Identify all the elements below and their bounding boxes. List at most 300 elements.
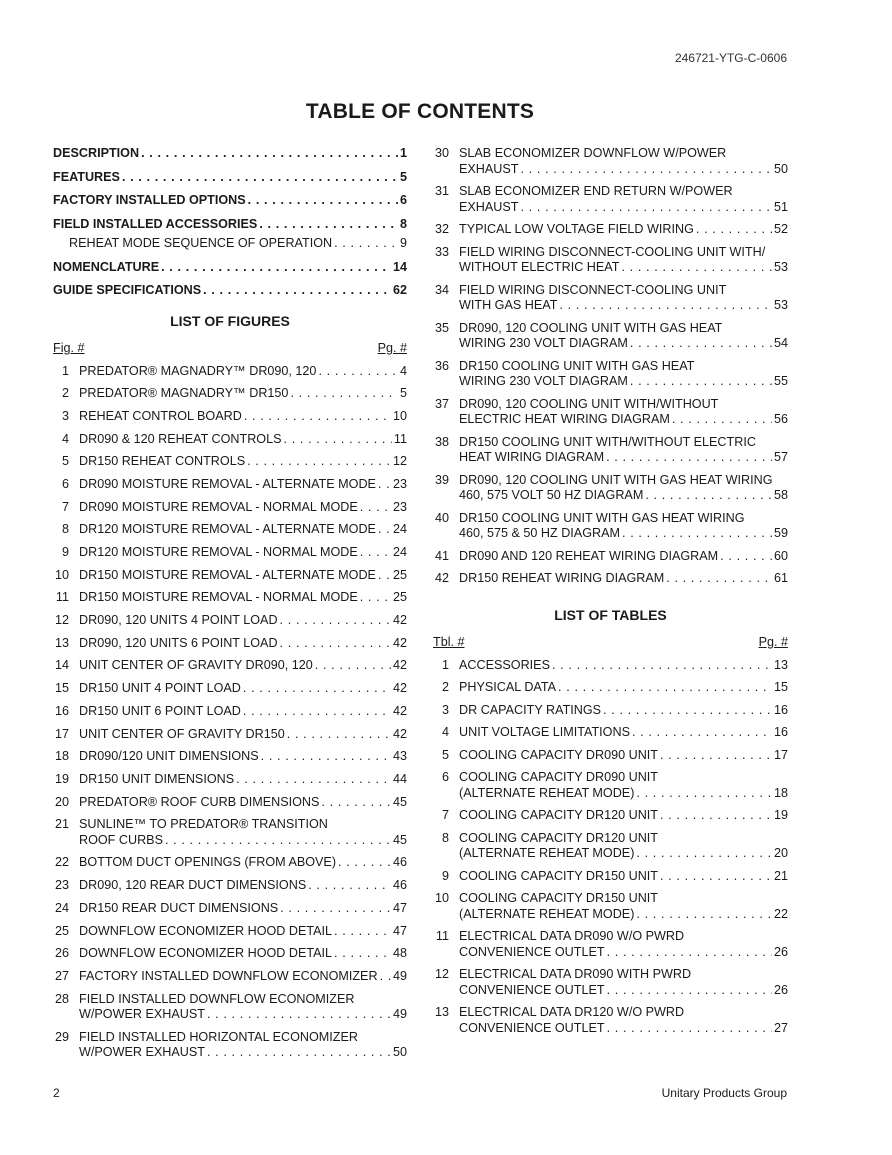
page-number: 17 xyxy=(773,747,788,762)
dot-leader xyxy=(520,200,772,216)
entry-last-line xyxy=(459,725,788,741)
entry-body xyxy=(69,946,407,962)
page-number: 55 xyxy=(773,374,788,388)
entry-number: 11 xyxy=(435,929,449,943)
page-number: 51 xyxy=(773,199,788,214)
entry-number: 40 xyxy=(434,510,449,525)
dot-leader xyxy=(660,808,772,824)
entry-last-line xyxy=(79,749,407,765)
dot-leader xyxy=(360,500,391,516)
entry-last-line xyxy=(459,526,788,542)
dot-leader xyxy=(280,901,391,917)
page-title: TABLE OF CONTENTS xyxy=(305,100,535,123)
figure-entry xyxy=(53,522,407,538)
entry-title: DR090, 120 UNITS 4 POINT LOAD xyxy=(79,613,278,628)
entry-body xyxy=(69,878,407,894)
entry-number: 31 xyxy=(434,184,449,198)
entry-title: FIELD INSTALLED ACCESSORIES xyxy=(53,216,258,231)
page-number: 59 xyxy=(773,526,788,540)
entry-number: 1 xyxy=(61,363,69,378)
entry-line: DR150 COOLING UNIT WITH/WITHOUT ELECTRIC xyxy=(459,434,756,449)
figure-entry xyxy=(53,901,407,917)
entry-number: 28 xyxy=(54,991,69,1006)
dot-leader xyxy=(645,488,772,504)
entry-number: 25 xyxy=(54,923,69,938)
tables-col-num: Tbl. # xyxy=(433,634,465,649)
entry-title: DOWNFLOW ECONOMIZER HOOD DETAIL xyxy=(79,923,333,938)
entry-body xyxy=(449,891,788,922)
entry-number: 33 xyxy=(434,244,449,259)
entry-title: UNIT VOLTAGE LIMITATIONS xyxy=(459,725,630,739)
entry-body xyxy=(449,511,788,542)
page-number: 62 xyxy=(392,283,407,297)
figure-entry xyxy=(433,359,788,390)
entry-last-line xyxy=(79,636,407,652)
page-number: 11 xyxy=(393,431,407,446)
entry-last-line xyxy=(79,901,407,917)
entry-title: DR150 MOISTURE REMOVAL - NORMAL MODE xyxy=(79,590,358,605)
entry-title: W/POWER EXHAUST xyxy=(79,1007,205,1022)
figure-entry xyxy=(53,946,407,962)
entry-body xyxy=(69,386,407,402)
entry-number: 19 xyxy=(54,771,69,786)
entry-last-line xyxy=(79,855,407,871)
table-entry xyxy=(433,967,788,998)
dot-leader xyxy=(666,571,772,587)
entry-title: DR090 MOISTURE REMOVAL - ALTERNATE MODE xyxy=(79,476,376,491)
dot-leader xyxy=(378,568,391,584)
footer-page-number: 2 xyxy=(53,1086,60,1100)
entry-title: (ALTERNATE REHEAT MODE) xyxy=(459,785,635,800)
dot-leader xyxy=(636,907,772,923)
entry-title: WITHOUT ELECTRIC HEAT xyxy=(459,260,620,274)
page-number: 4 xyxy=(399,363,407,378)
entry-last-line xyxy=(79,1045,407,1061)
entry-number: 18 xyxy=(54,749,69,764)
entry-body xyxy=(449,146,788,177)
tables-heading: LIST OF TABLES xyxy=(554,606,667,623)
dot-leader xyxy=(378,522,391,538)
figure-entry xyxy=(53,432,407,448)
figure-entry xyxy=(433,473,788,504)
entry-number: 2 xyxy=(441,680,449,694)
entry-number: 9 xyxy=(61,545,69,559)
dot-leader xyxy=(672,412,772,428)
entry-title: DR120 MOISTURE REMOVAL - ALTERNATE MODE xyxy=(79,522,376,537)
page-number: 50 xyxy=(773,161,788,176)
entry-body xyxy=(69,817,407,848)
entry-title: DR090/120 UNIT DIMENSIONS xyxy=(79,749,259,764)
page-number: 15 xyxy=(773,680,788,694)
page-number: 18 xyxy=(773,785,788,800)
entry-body xyxy=(69,454,407,470)
entry-last-line xyxy=(79,772,407,788)
table-entry xyxy=(433,725,788,741)
entry-last-line xyxy=(459,549,788,565)
entry-body xyxy=(69,568,407,584)
figure-entry xyxy=(433,511,788,542)
dot-leader xyxy=(636,786,772,802)
entry-last-line xyxy=(459,658,788,674)
entry-body xyxy=(449,1005,788,1036)
figure-entry xyxy=(53,704,407,720)
entry-last-line xyxy=(79,613,407,629)
dot-leader xyxy=(607,983,772,999)
page-number: 54 xyxy=(773,336,788,350)
figures-column-header xyxy=(53,341,407,355)
entry-number: 13 xyxy=(54,635,69,650)
page-number: 26 xyxy=(773,982,788,997)
page-number: 16 xyxy=(773,702,788,717)
dot-leader xyxy=(334,924,391,940)
entry-body xyxy=(449,658,788,674)
figure-entry xyxy=(53,613,407,629)
page-number: 53 xyxy=(773,260,788,274)
page-number: 42 xyxy=(392,635,407,650)
entry-last-line xyxy=(79,364,407,380)
entry-title: TYPICAL LOW VOLTAGE FIELD WIRING xyxy=(459,222,694,236)
page-number: 46 xyxy=(392,878,407,893)
entry-number: 4 xyxy=(61,431,69,446)
entry-title: EXHAUST xyxy=(459,199,519,214)
page-number: 26 xyxy=(773,944,788,959)
entry-line: FIELD INSTALLED DOWNFLOW ECONOMIZER xyxy=(79,991,355,1006)
entry-line: ELECTRICAL DATA DR090 W/O PWRD xyxy=(459,929,685,943)
entry-title: DR150 UNIT DIMENSIONS xyxy=(79,771,235,786)
entry-line: COOLING CAPACITY DR150 UNIT xyxy=(459,891,658,905)
toc-entry xyxy=(53,283,407,299)
figure-entry xyxy=(53,795,407,811)
figures-col-page: Pg. # xyxy=(377,340,407,355)
entry-body xyxy=(69,500,407,516)
entry-number: 5 xyxy=(441,747,449,762)
dot-leader xyxy=(308,878,391,894)
dot-leader xyxy=(334,946,391,962)
entry-title: DR150 REHEAT CONTROLS xyxy=(79,454,246,469)
page-number: 52 xyxy=(773,222,788,236)
entry-number: 30 xyxy=(434,146,449,160)
page-number: 57 xyxy=(773,450,788,464)
page-number: 43 xyxy=(392,749,407,764)
toc-entry xyxy=(53,236,407,252)
entry-body xyxy=(449,703,788,719)
entry-title: PREDATOR® MAGNADRY™ DR150 xyxy=(79,386,289,401)
figures-col-num: Fig. # xyxy=(53,340,85,355)
entry-number: 34 xyxy=(434,282,449,297)
entry-body xyxy=(69,924,407,940)
entry-last-line xyxy=(459,680,788,696)
entry-title: COOLING CAPACITY DR090 UNIT xyxy=(459,747,658,762)
page-number: 44 xyxy=(392,771,407,786)
dot-leader xyxy=(603,703,772,719)
dot-leader xyxy=(360,590,391,606)
entry-line: COOLING CAPACITY DR090 UNIT xyxy=(459,770,658,784)
tables-list xyxy=(433,658,788,1037)
entry-number: 12 xyxy=(434,967,449,981)
toc-entry xyxy=(53,170,407,186)
page-number: 58 xyxy=(773,488,788,502)
page-number: 14 xyxy=(392,259,407,274)
entry-number: 22 xyxy=(54,855,69,870)
figure-entry xyxy=(433,184,788,215)
dot-leader xyxy=(378,477,391,493)
figures-list-left xyxy=(53,364,407,1061)
entry-line: FIELD INSTALLED HORIZONTAL ECONOMIZER xyxy=(79,1029,358,1044)
dot-leader xyxy=(520,162,772,178)
entry-last-line xyxy=(459,374,788,390)
entry-title: DR090, 120 REAR DUCT DIMENSIONS xyxy=(79,878,307,893)
figures-list-right xyxy=(433,146,788,587)
entry-body xyxy=(449,549,788,565)
tables-col-page: Pg. # xyxy=(758,634,788,649)
entry-last-line xyxy=(79,833,407,849)
page-number: 60 xyxy=(773,548,788,563)
dot-leader xyxy=(338,855,391,871)
entry-body xyxy=(449,222,788,238)
entry-last-line xyxy=(459,748,788,764)
entry-title: DR090 & 120 REHEAT CONTROLS xyxy=(79,431,282,446)
entry-last-line xyxy=(79,522,407,538)
table-entry xyxy=(433,929,788,960)
page-number: 56 xyxy=(773,412,788,426)
entry-title: BOTTOM DUCT OPENINGS (FROM ABOVE) xyxy=(79,855,337,870)
entry-title: DR150 MOISTURE REMOVAL - ALTERNATE MODE xyxy=(79,567,376,582)
entry-body xyxy=(69,795,407,811)
entry-body xyxy=(69,704,407,720)
entry-number: 8 xyxy=(61,522,69,537)
entry-last-line xyxy=(459,162,788,178)
page-number: 53 xyxy=(773,298,788,312)
dot-leader xyxy=(360,545,391,561)
entry-last-line xyxy=(79,727,407,743)
figure-entry xyxy=(433,435,788,466)
entry-body xyxy=(449,245,788,276)
entry-last-line xyxy=(459,1021,788,1037)
entry-body xyxy=(69,681,407,697)
figure-entry xyxy=(433,146,788,177)
dot-leader xyxy=(247,454,391,470)
entry-number: 5 xyxy=(61,454,69,469)
page-number: 42 xyxy=(392,681,407,696)
entry-line: FIELD WIRING DISCONNECT-COOLING UNIT WITH/ xyxy=(459,244,766,259)
entry-title: DOWNFLOW ECONOMIZER HOOD DETAIL xyxy=(79,946,333,961)
toc-entry xyxy=(53,217,407,233)
entry-title: GUIDE SPECIFICATIONS xyxy=(53,283,202,297)
entry-number: 21 xyxy=(54,817,69,832)
entry-title: PREDATOR® MAGNADRY™ DR090, 120 xyxy=(79,363,317,378)
entry-title: WIRING 230 VOLT DIAGRAM xyxy=(459,374,628,388)
page-number: 5 xyxy=(399,169,407,184)
entry-body xyxy=(69,636,407,652)
table-entry xyxy=(433,770,788,801)
entry-line: DR150 COOLING UNIT WITH GAS HEAT WIRING xyxy=(459,510,745,525)
figure-entry xyxy=(53,969,407,985)
dot-leader xyxy=(632,725,772,741)
entry-number: 38 xyxy=(434,434,449,449)
entry-last-line xyxy=(459,450,788,466)
dot-leader xyxy=(636,846,772,862)
page-number: 19 xyxy=(773,808,788,822)
table-entry xyxy=(433,869,788,885)
entry-title: DR090, 120 UNITS 6 POINT LOAD xyxy=(79,635,278,650)
entry-line: DR150 COOLING UNIT WITH GAS HEAT xyxy=(459,358,695,373)
entry-title: HEAT WIRING DIAGRAM xyxy=(459,450,605,464)
entry-title: DR120 MOISTURE REMOVAL - NORMAL MODE xyxy=(79,545,358,559)
figure-entry xyxy=(53,772,407,788)
entry-body xyxy=(449,473,788,504)
entry-last-line xyxy=(459,412,788,428)
entry-number: 26 xyxy=(54,946,69,961)
entry-number: 23 xyxy=(54,878,69,893)
figure-entry xyxy=(53,364,407,380)
entry-last-line xyxy=(79,386,407,402)
figure-entry xyxy=(53,992,407,1023)
entry-number: 41 xyxy=(434,548,449,563)
dot-leader xyxy=(141,146,398,162)
entry-title: WITH GAS HEAT xyxy=(459,298,558,312)
entry-body xyxy=(69,969,407,985)
entry-body xyxy=(449,359,788,390)
figure-entry xyxy=(53,545,407,561)
page-number: 49 xyxy=(392,1007,407,1022)
entry-last-line xyxy=(459,222,788,238)
figure-entry xyxy=(53,636,407,652)
entry-last-line xyxy=(459,869,788,885)
entry-title: DR090 AND 120 REHEAT WIRING DIAGRAM xyxy=(459,548,719,563)
entry-number: 20 xyxy=(54,794,69,809)
entry-number: 12 xyxy=(54,613,69,628)
dot-leader xyxy=(280,636,391,652)
entry-body xyxy=(449,808,788,824)
table-entry xyxy=(433,808,788,824)
figure-entry xyxy=(53,590,407,606)
entry-title: REHEAT CONTROL BOARD xyxy=(79,408,242,423)
page-number: 10 xyxy=(392,408,407,423)
page-number: 6 xyxy=(399,193,407,207)
entry-body xyxy=(449,680,788,696)
figure-entry xyxy=(433,245,788,276)
page-number: 46 xyxy=(392,855,407,870)
entry-last-line xyxy=(79,658,407,674)
entry-title: WIRING 230 VOLT DIAGRAM xyxy=(459,336,628,350)
page-number: 9 xyxy=(399,236,407,250)
page-number: 25 xyxy=(392,590,407,605)
figure-entry xyxy=(53,454,407,470)
entry-body xyxy=(69,545,407,561)
dot-leader xyxy=(558,680,772,696)
entry-number: 15 xyxy=(54,681,69,696)
page-number: 5 xyxy=(399,386,407,401)
entry-last-line xyxy=(79,924,407,940)
entry-number: 8 xyxy=(441,830,449,845)
dot-leader xyxy=(243,681,391,697)
entry-line: SLAB ECONOMIZER END RETURN W/POWER xyxy=(459,184,733,198)
entry-title: (ALTERNATE REHEAT MODE) xyxy=(459,906,635,921)
page-number: 13 xyxy=(773,657,788,672)
figure-entry xyxy=(53,658,407,674)
figure-entry xyxy=(433,321,788,352)
table-entry xyxy=(433,658,788,674)
entry-last-line xyxy=(459,298,788,314)
figure-entry xyxy=(53,727,407,743)
entry-title: DR150 REAR DUCT DIMENSIONS xyxy=(79,900,279,915)
dot-leader xyxy=(380,969,391,985)
table-entry xyxy=(433,703,788,719)
entry-body xyxy=(449,435,788,466)
left-column xyxy=(53,146,407,1068)
dot-leader xyxy=(207,1007,391,1023)
page-number: 42 xyxy=(392,703,407,718)
entry-last-line xyxy=(79,681,407,697)
entry-line: DR090, 120 COOLING UNIT WITH/WITHOUT xyxy=(459,396,719,411)
entry-number: 7 xyxy=(441,808,449,822)
table-entry xyxy=(433,748,788,764)
figure-entry xyxy=(53,878,407,894)
dot-leader xyxy=(244,409,391,425)
entry-title: PHYSICAL DATA xyxy=(459,680,557,694)
entry-number: 27 xyxy=(54,968,69,983)
entry-title: CONVENIENCE OUTLET xyxy=(459,982,605,997)
entry-title: 460, 575 VOLT 50 HZ DIAGRAM xyxy=(459,488,644,502)
entry-title: DR150 REHEAT WIRING DIAGRAM xyxy=(459,571,665,585)
page-number: 22 xyxy=(773,906,788,921)
entry-title: CONVENIENCE OUTLET xyxy=(459,1020,605,1035)
page-number: 24 xyxy=(392,545,407,559)
entry-title: COOLING CAPACITY DR120 UNIT xyxy=(459,808,658,822)
dot-leader xyxy=(236,772,391,788)
entry-number: 42 xyxy=(434,571,449,585)
page-number: 16 xyxy=(773,725,788,739)
entry-number: 6 xyxy=(441,770,449,784)
dot-leader xyxy=(122,170,398,186)
entry-title: UNIT CENTER OF GRAVITY DR090, 120 xyxy=(79,658,313,673)
dot-leader xyxy=(315,658,391,674)
entry-last-line xyxy=(459,703,788,719)
entry-number: 3 xyxy=(441,702,449,717)
entry-title: COOLING CAPACITY DR150 UNIT xyxy=(459,868,658,883)
dot-leader xyxy=(287,727,391,743)
toc-entry xyxy=(53,146,407,162)
entry-number: 36 xyxy=(434,358,449,373)
entry-body xyxy=(449,725,788,741)
dot-leader xyxy=(696,222,772,238)
entry-body xyxy=(69,855,407,871)
entry-last-line xyxy=(459,907,788,923)
figure-entry xyxy=(433,397,788,428)
dot-leader xyxy=(660,748,772,764)
entry-last-line xyxy=(459,260,788,276)
right-column xyxy=(433,146,788,1043)
entry-title: REHEAT MODE SEQUENCE OF OPERATION xyxy=(69,236,333,250)
dot-leader xyxy=(607,1021,772,1037)
entry-title: DR090 MOISTURE REMOVAL - NORMAL MODE xyxy=(79,499,358,514)
entry-number: 6 xyxy=(61,476,69,491)
entry-body xyxy=(449,321,788,352)
entry-title: ELECTRIC HEAT WIRING DIAGRAM xyxy=(459,412,670,426)
entry-line: ELECTRICAL DATA DR090 WITH PWRD xyxy=(459,967,692,981)
entry-last-line xyxy=(459,571,788,587)
page-number: 12 xyxy=(392,454,407,469)
document-id: 246721-YTG-C-0606 xyxy=(674,51,787,65)
dot-leader xyxy=(621,260,772,276)
toc-list xyxy=(53,146,407,299)
dot-leader xyxy=(259,217,398,233)
dot-leader xyxy=(203,283,391,299)
entry-body xyxy=(449,748,788,764)
entry-last-line xyxy=(79,946,407,962)
entry-body xyxy=(69,727,407,743)
table-entry xyxy=(433,891,788,922)
